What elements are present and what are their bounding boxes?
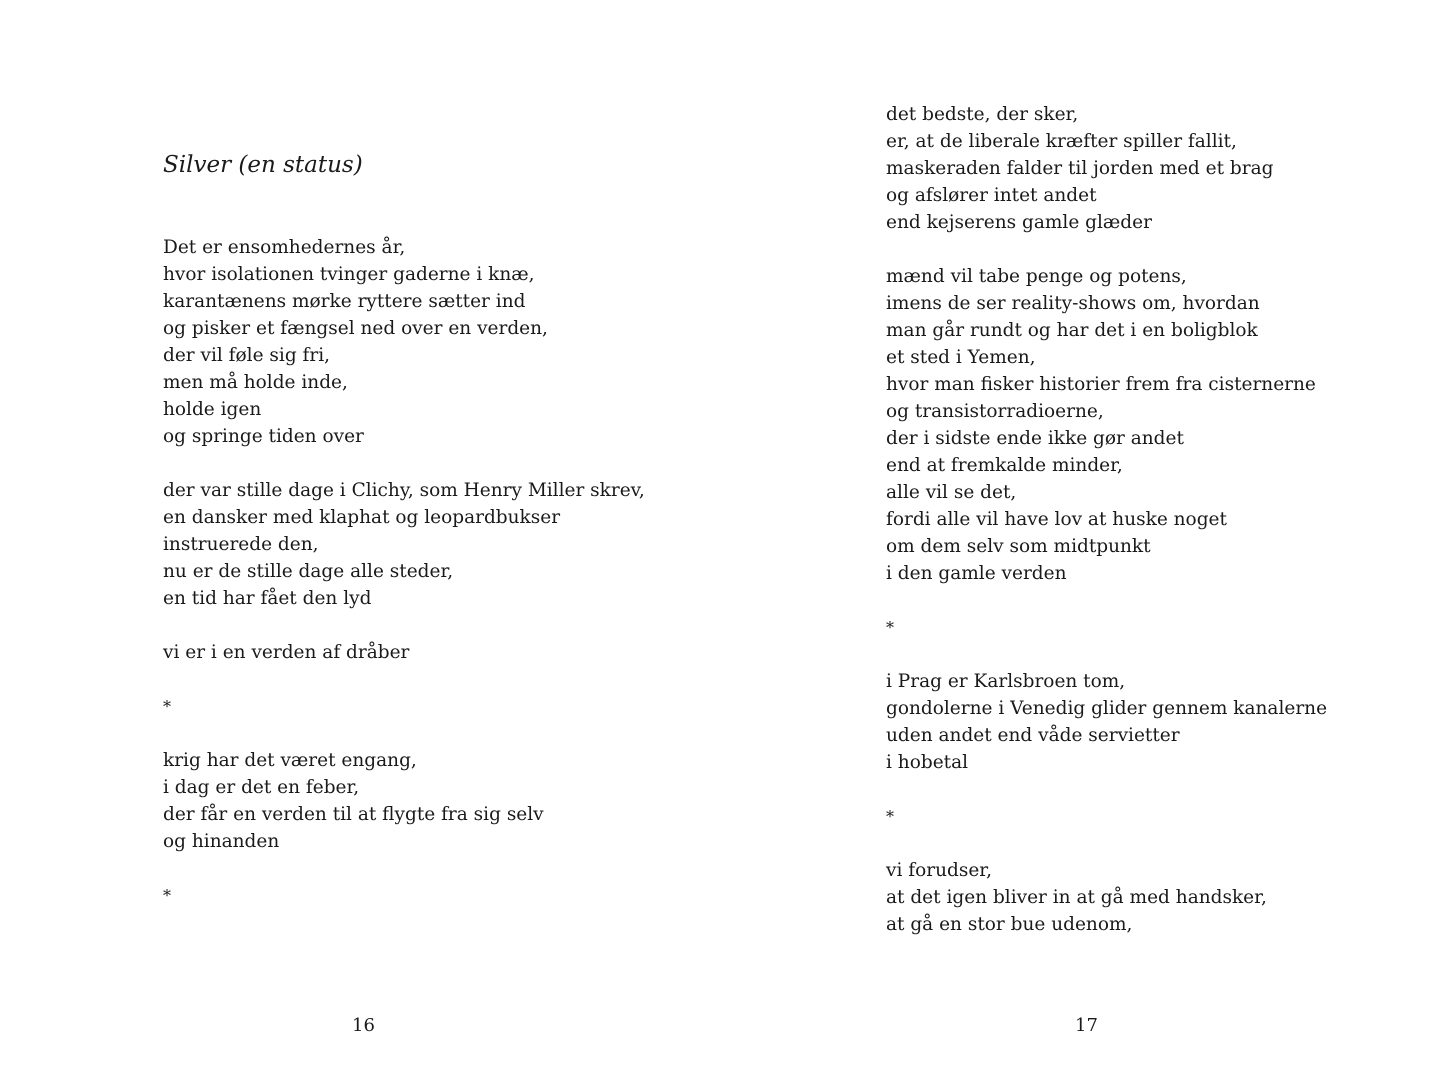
poem-line: i den gamle verden	[886, 563, 1067, 584]
poem-body-right	[886, 101, 1327, 965]
page-number: 17	[1075, 1015, 1098, 1036]
poem-line: og hinanden	[163, 831, 280, 852]
poem-line: imens de ser reality-shows om, hvordan	[886, 293, 1260, 314]
poem-line: holde igen	[163, 399, 262, 420]
section-separator: *	[163, 886, 171, 905]
poem-line: en tid har fået den lyd	[163, 588, 372, 609]
poem-line: i hobetal	[886, 752, 969, 773]
poem-line: at gå en stor bue udenom,	[886, 914, 1133, 935]
poem-line: uden andet end våde servietter	[886, 725, 1180, 746]
poem-line: alle vil se det,	[886, 482, 1017, 503]
poem-line: der i sidste ende ikke gør andet	[886, 428, 1184, 449]
poem-line: hvor isolationen tvinger gaderne i knæ,	[163, 264, 535, 285]
poem-line: mænd vil tabe penge og potens,	[886, 266, 1187, 287]
poem-line: vi er i en verden af dråber	[163, 642, 410, 663]
poem-line: er, at de liberale kræfter spiller fallit,	[886, 131, 1237, 152]
poem-line: i Prag er Karlsbroen tom,	[886, 671, 1126, 692]
poem-line: det bedste, der sker,	[886, 104, 1079, 125]
poem-line: hvor man fisker historier frem fra cisternerne	[886, 374, 1316, 395]
section-separator: *	[886, 618, 894, 637]
stanza	[163, 747, 645, 855]
poem-line: der får en verden til at flygte fra sig selv	[163, 804, 544, 825]
poem-line: et sted i Yemen,	[886, 347, 1036, 368]
poem-line: nu er de stille dage alle steder,	[163, 561, 454, 582]
poem-line: gondolerne i Venedig glider gennem kanalerne	[886, 698, 1328, 719]
poem-line: krig har det været engang,	[163, 750, 417, 771]
poem-line: Det er ensomhedernes år,	[163, 237, 406, 258]
stanza	[886, 101, 1327, 236]
poem-line: i dag er det en feber,	[163, 777, 360, 798]
stanza	[163, 477, 645, 612]
poem-line: vi forudser,	[886, 860, 992, 881]
poem-line: end at fremkalde minder,	[886, 455, 1123, 476]
poem-title: Silver (en status)	[163, 152, 363, 178]
poem-line: karantænens mørke ryttere sætter ind	[163, 291, 526, 312]
poem-line: en dansker med klaphat og leopardbukser	[163, 507, 561, 528]
section-separator: *	[886, 807, 894, 826]
poem-line: end kejserens gamle glæder	[886, 212, 1152, 233]
poem-line: at det igen bliver in at gå med handsker,	[886, 887, 1267, 908]
right-page	[722, 0, 1444, 1087]
left-page	[0, 0, 722, 1087]
stanza	[163, 639, 645, 666]
poem-line: og pisker et fængsel ned over en verden,	[163, 318, 548, 339]
poem-line: instruerede den,	[163, 534, 319, 555]
poem-line: og springe tiden over	[163, 426, 364, 447]
stanza	[163, 234, 645, 450]
poem-line: men må holde inde,	[163, 372, 348, 393]
poem-body-left	[163, 234, 645, 936]
poem-line: om dem selv som midtpunkt	[886, 536, 1151, 557]
stanza	[886, 668, 1327, 776]
section-separator: *	[163, 697, 171, 716]
poem-line: der vil føle sig fri,	[163, 345, 331, 366]
poem-line: man går rundt og har det i en boligblok	[886, 320, 1258, 341]
poem-line: og transistorradioerne,	[886, 401, 1104, 422]
poem-line: der var stille dage i Clichy, som Henry Miller skrev,	[163, 480, 645, 501]
stanza	[886, 857, 1327, 938]
poem-line: maskeraden falder til jorden med et brag	[886, 158, 1274, 179]
stanza	[886, 263, 1327, 587]
poem-line: fordi alle vil have lov at huske noget	[886, 509, 1227, 530]
page-number: 16	[352, 1015, 375, 1036]
poem-line: og afslører intet andet	[886, 185, 1097, 206]
